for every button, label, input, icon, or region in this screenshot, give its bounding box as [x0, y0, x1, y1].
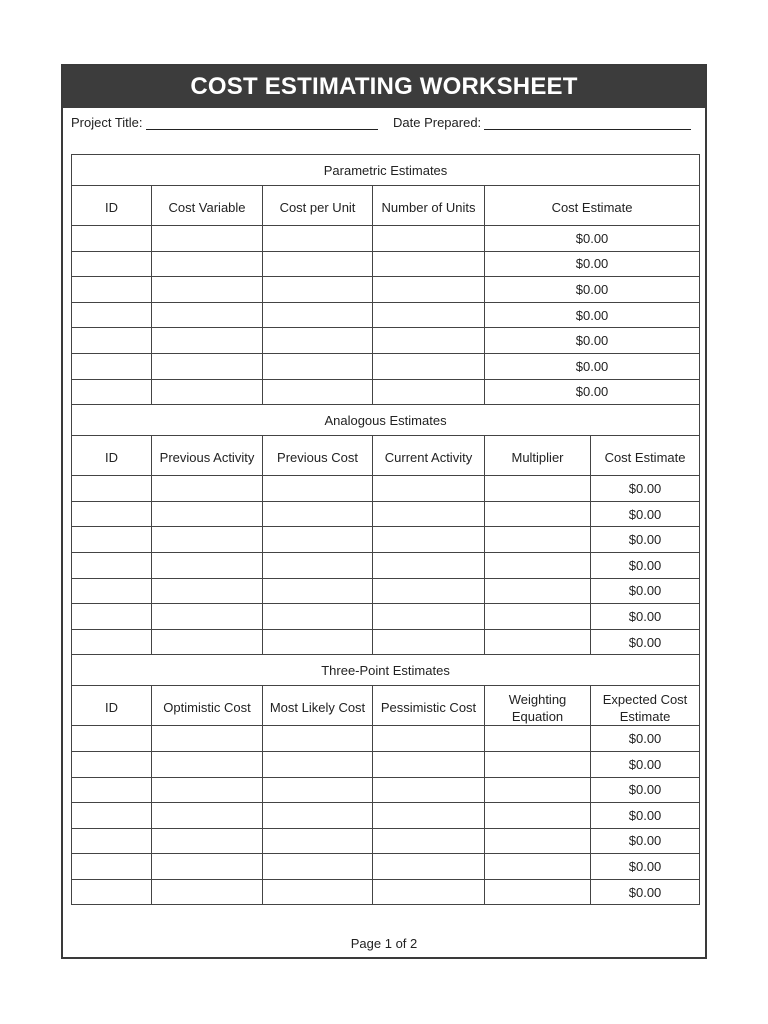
column-header: Cost Variable — [152, 186, 263, 226]
entry-cell[interactable] — [72, 629, 152, 655]
table-row — [72, 277, 700, 303]
table-row — [72, 854, 700, 880]
date-prepared-input-line[interactable] — [484, 116, 691, 130]
entry-cell[interactable] — [263, 226, 373, 252]
cost-estimate-cell[interactable]: $0.00 — [591, 476, 700, 502]
table-row — [72, 726, 700, 752]
table-row — [72, 353, 700, 379]
table-row — [72, 803, 700, 829]
entry-cell[interactable] — [152, 328, 263, 354]
column-header: Most Likely Cost — [263, 686, 373, 726]
entry-cell[interactable] — [373, 501, 485, 527]
cost-estimate-cell[interactable]: $0.00 — [591, 879, 700, 905]
column-header: ID — [72, 436, 152, 476]
table-row — [72, 828, 700, 854]
entry-cell[interactable] — [485, 879, 591, 905]
entry-cell[interactable] — [152, 251, 263, 277]
entry-cell[interactable] — [373, 828, 485, 854]
entry-cell[interactable] — [373, 328, 485, 354]
entry-cell[interactable] — [152, 353, 263, 379]
entry-cell[interactable] — [72, 527, 152, 553]
entry-cell[interactable] — [72, 777, 152, 803]
entry-cell[interactable] — [72, 379, 152, 405]
entry-cell[interactable] — [485, 527, 591, 553]
entry-cell[interactable] — [373, 251, 485, 277]
entry-cell[interactable] — [373, 552, 485, 578]
table-row — [72, 226, 700, 252]
entry-cell[interactable] — [373, 302, 485, 328]
entry-cell[interactable] — [373, 751, 485, 777]
entry-cell[interactable] — [263, 604, 373, 630]
three-point-rows — [72, 726, 700, 905]
table-row — [72, 552, 700, 578]
column-header: Current Activity — [373, 436, 485, 476]
entry-cell[interactable] — [373, 777, 485, 803]
entry-cell[interactable] — [263, 629, 373, 655]
project-title-field — [71, 115, 378, 130]
entry-cell[interactable] — [72, 879, 152, 905]
entry-cell[interactable] — [373, 379, 485, 405]
entry-cell[interactable] — [152, 578, 263, 604]
table-row — [72, 476, 700, 502]
column-header: Multiplier — [485, 436, 591, 476]
entry-cell[interactable] — [485, 828, 591, 854]
entry-cell[interactable] — [72, 277, 152, 303]
cost-estimate-cell[interactable]: $0.00 — [591, 578, 700, 604]
cost-estimate-cell[interactable]: $0.00 — [485, 353, 700, 379]
entry-cell[interactable] — [152, 854, 263, 880]
entry-cell[interactable] — [152, 726, 263, 752]
entry-cell[interactable] — [485, 803, 591, 829]
entry-cell[interactable] — [72, 803, 152, 829]
entry-cell[interactable] — [373, 578, 485, 604]
table-row — [72, 604, 700, 630]
entry-cell[interactable] — [263, 879, 373, 905]
table-row — [72, 302, 700, 328]
table-row — [72, 527, 700, 553]
table-row — [72, 879, 700, 905]
entry-cell[interactable] — [373, 726, 485, 752]
entry-cell[interactable] — [72, 828, 152, 854]
analogous-rows — [72, 476, 700, 655]
entry-cell[interactable] — [485, 476, 591, 502]
cost-estimate-cell[interactable]: $0.00 — [485, 226, 700, 252]
entry-cell[interactable] — [152, 751, 263, 777]
entry-cell[interactable] — [152, 277, 263, 303]
entry-cell[interactable] — [263, 803, 373, 829]
header-fields — [63, 108, 705, 138]
entry-cell[interactable] — [72, 251, 152, 277]
entry-cell[interactable] — [263, 353, 373, 379]
entry-cell[interactable] — [485, 501, 591, 527]
cost-estimate-cell[interactable]: $0.00 — [591, 828, 700, 854]
entry-cell[interactable] — [373, 226, 485, 252]
entry-cell[interactable] — [263, 527, 373, 553]
entry-cell[interactable] — [263, 726, 373, 752]
entry-cell[interactable] — [485, 604, 591, 630]
column-header: Weighting Equation — [485, 686, 591, 726]
column-header: Cost per Unit — [263, 186, 373, 226]
column-header: Previous Activity — [152, 436, 263, 476]
entry-cell[interactable] — [152, 879, 263, 905]
cost-estimate-cell[interactable]: $0.00 — [591, 501, 700, 527]
entry-cell[interactable] — [152, 527, 263, 553]
cost-estimate-cell[interactable]: $0.00 — [591, 777, 700, 803]
entry-cell[interactable] — [485, 726, 591, 752]
entry-cell[interactable] — [373, 879, 485, 905]
cost-estimate-cell[interactable]: $0.00 — [591, 854, 700, 880]
entry-cell[interactable] — [373, 803, 485, 829]
column-header: Cost Estimate — [591, 436, 700, 476]
cost-estimate-cell[interactable]: $0.00 — [485, 379, 700, 405]
table-row — [72, 578, 700, 604]
table-row — [72, 501, 700, 527]
entry-cell[interactable] — [263, 501, 373, 527]
estimates-table — [71, 154, 700, 905]
cost-estimate-cell[interactable]: $0.00 — [485, 251, 700, 277]
entry-cell[interactable] — [485, 854, 591, 880]
entry-cell[interactable] — [72, 552, 152, 578]
entry-cell[interactable] — [373, 604, 485, 630]
entry-cell[interactable] — [263, 854, 373, 880]
cost-estimate-cell[interactable]: $0.00 — [591, 552, 700, 578]
page-number: Page 1 of 2 — [350, 936, 418, 951]
table-row — [72, 777, 700, 803]
entry-cell[interactable] — [263, 578, 373, 604]
column-header: Pessimistic Cost — [373, 686, 485, 726]
entry-cell[interactable] — [72, 578, 152, 604]
cost-estimate-cell[interactable]: $0.00 — [591, 604, 700, 630]
section-title-analogous: Analogous Estimates — [72, 405, 700, 436]
entry-cell[interactable] — [152, 379, 263, 405]
cost-estimate-cell[interactable]: $0.00 — [591, 527, 700, 553]
cost-estimate-cell[interactable]: $0.00 — [485, 302, 700, 328]
column-header: ID — [72, 186, 152, 226]
entry-cell[interactable] — [373, 629, 485, 655]
entry-cell[interactable] — [152, 604, 263, 630]
entry-cell[interactable] — [485, 751, 591, 777]
table-row — [72, 251, 700, 277]
cost-estimate-cell[interactable]: $0.00 — [591, 629, 700, 655]
entry-cell[interactable] — [263, 302, 373, 328]
entry-cell[interactable] — [263, 751, 373, 777]
entry-cell[interactable] — [263, 476, 373, 502]
column-header: Cost Estimate — [485, 186, 700, 226]
entry-cell[interactable] — [373, 353, 485, 379]
column-header: Expected Cost Estimate — [591, 686, 700, 726]
column-header: Previous Cost — [263, 436, 373, 476]
cost-estimate-cell[interactable]: $0.00 — [485, 277, 700, 303]
project-title-input-line[interactable] — [146, 116, 378, 130]
worksheet-page — [61, 64, 707, 959]
entry-cell[interactable] — [263, 379, 373, 405]
column-header: Optimistic Cost — [152, 686, 263, 726]
entry-cell[interactable] — [152, 803, 263, 829]
entry-cell[interactable] — [373, 527, 485, 553]
entry-cell[interactable] — [263, 277, 373, 303]
entry-cell[interactable] — [373, 854, 485, 880]
entry-cell[interactable] — [485, 777, 591, 803]
entry-cell[interactable] — [72, 854, 152, 880]
column-header: ID — [72, 686, 152, 726]
entry-cell[interactable] — [72, 751, 152, 777]
cost-estimate-cell[interactable]: $0.00 — [591, 726, 700, 752]
table-row — [72, 328, 700, 354]
cost-estimate-cell[interactable]: $0.00 — [591, 803, 700, 829]
entry-cell[interactable] — [152, 552, 263, 578]
entry-cell[interactable] — [72, 328, 152, 354]
column-header: Number of Units — [373, 186, 485, 226]
table-row — [72, 379, 700, 405]
entry-cell[interactable] — [72, 604, 152, 630]
parametric-rows — [72, 226, 700, 405]
entry-cell[interactable] — [72, 501, 152, 527]
entry-cell[interactable] — [485, 629, 591, 655]
cost-estimate-cell[interactable]: $0.00 — [591, 751, 700, 777]
entry-cell[interactable] — [72, 726, 152, 752]
section-title-parametric: Parametric Estimates — [72, 155, 700, 186]
entry-cell[interactable] — [152, 302, 263, 328]
entry-cell[interactable] — [373, 277, 485, 303]
project-title-label: Project Title: — [71, 115, 143, 130]
entry-cell[interactable] — [72, 353, 152, 379]
entry-cell[interactable] — [72, 302, 152, 328]
section-title-three-point: Three-Point Estimates — [72, 655, 700, 686]
entry-cell[interactable] — [485, 578, 591, 604]
date-prepared-field — [393, 115, 691, 130]
entry-cell[interactable] — [152, 226, 263, 252]
worksheet-title: COST ESTIMATING WORKSHEET — [63, 66, 705, 108]
entry-cell[interactable] — [263, 552, 373, 578]
entry-cell[interactable] — [72, 226, 152, 252]
entry-cell[interactable] — [152, 476, 263, 502]
entry-cell[interactable] — [485, 552, 591, 578]
entry-cell[interactable] — [263, 777, 373, 803]
table-row — [72, 751, 700, 777]
cost-estimate-cell[interactable]: $0.00 — [485, 328, 700, 354]
entry-cell[interactable] — [152, 501, 263, 527]
table-row — [72, 629, 700, 655]
entry-cell[interactable] — [263, 828, 373, 854]
entry-cell[interactable] — [152, 828, 263, 854]
date-prepared-label: Date Prepared: — [393, 115, 482, 130]
entry-cell[interactable] — [152, 629, 263, 655]
entry-cell[interactable] — [263, 328, 373, 354]
entry-cell[interactable] — [152, 777, 263, 803]
entry-cell[interactable] — [263, 251, 373, 277]
entry-cell[interactable] — [373, 476, 485, 502]
entry-cell[interactable] — [72, 476, 152, 502]
